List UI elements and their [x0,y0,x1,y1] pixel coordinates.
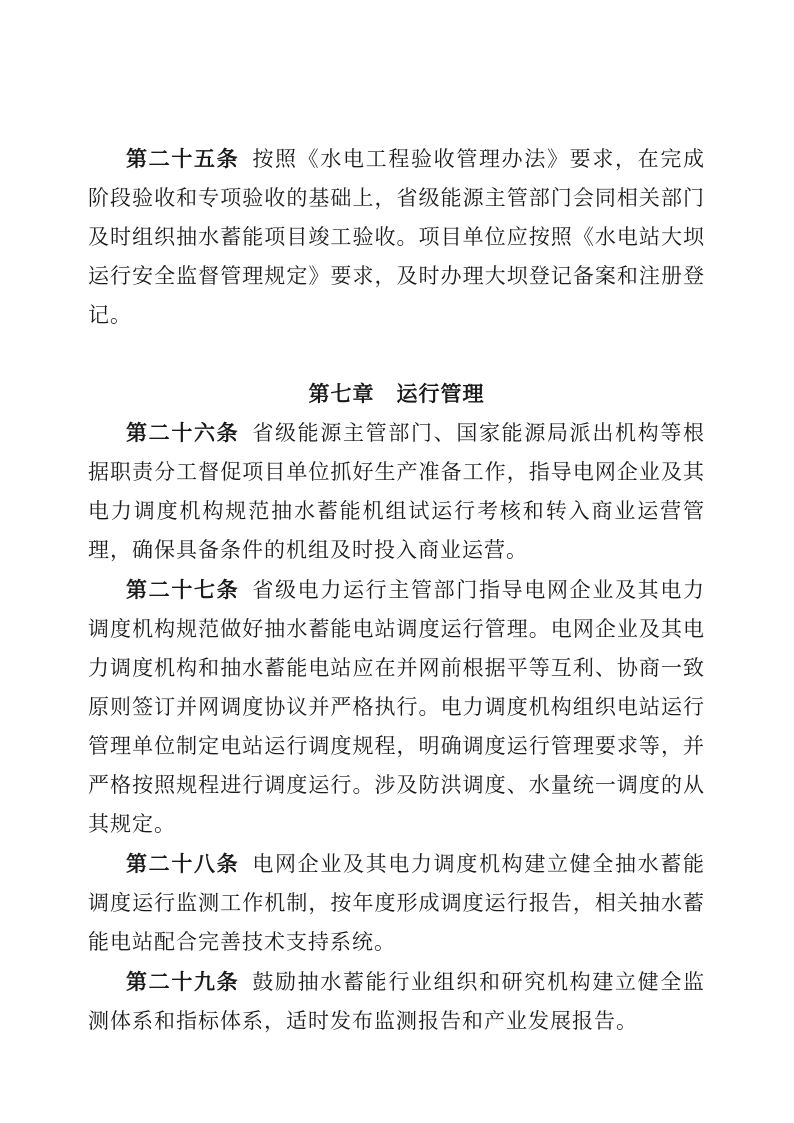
article-28-text: 电网企业及其电力调度机构建立健全抽水蓄能调度运行监测工作机制，按年度形成调度运行报告，相关抽水蓄能电站配合完善技术支持系统。 [88,852,706,954]
article-paragraph-26 [88,413,705,570]
article-29-text: 鼓励抽水蓄能行业组织和研究机构建立健全监测体系和指标体系，适时发布监测报告和产业发展报告。 [88,970,706,1033]
document-content [88,139,705,1041]
article-25-number: 第二十五条 [126,146,240,171]
article-29-number: 第二十九条 [126,969,240,994]
article-28-number: 第二十八条 [126,851,240,876]
chapter-heading: 第七章 运行管理 [308,381,485,406]
article-26-number: 第二十六条 [126,420,240,445]
article-27-text: 省级电力运行主管部门指导电网企业及其电力调度机构规范做好抽水蓄能电站调度运行管理。电网企业及其电力调度机构和抽水蓄能电站应在并网前根据平等互利、协商一致原则签订并网调度协议并严格执行。电力调度机构组织电站运行管理单位制定电站运行调度规程，明确调度运行管理要求等，并严格按照规程进行调度运行。涉及防洪调度、水量统一调度的从其规定。 [88,578,706,836]
article-paragraph-27 [88,570,705,844]
article-paragraph-25 [88,139,705,335]
article-27-number: 第二十七条 [126,577,240,602]
article-paragraph-29 [88,962,705,1041]
article-paragraph-28 [88,844,705,962]
article-26-text: 省级能源主管部门、国家能源局派出机构等根据职责分工督促项目单位抓好生产准备工作，指导电网企业及其电力调度机构规范抽水蓄能机组试运行考核和转入商业运营管理，确保具备条件的机组及时投入商业运营。 [88,421,706,562]
article-25-text: 按照《水电工程验收管理办法》要求，在完成阶段验收和专项验收的基础上，省级能源主管部门会同相关部门及时组织抽水蓄能项目竣工验收。项目单位应按照《水电站大坝运行安全监督管理规定》要求，及时办理大坝登记备案和注册登记。 [88,147,706,327]
